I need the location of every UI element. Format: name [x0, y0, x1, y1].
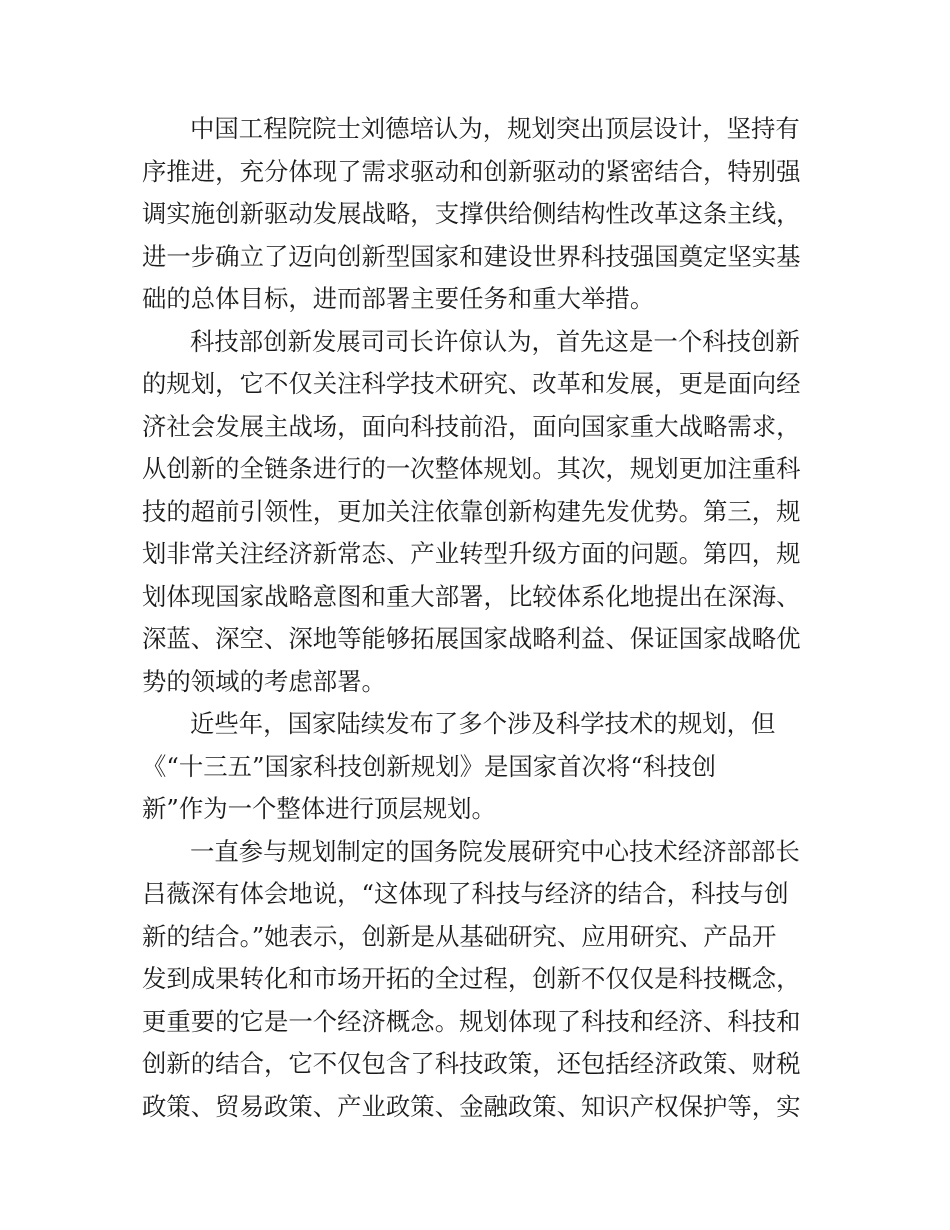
document-body	[142, 108, 814, 1128]
text-line: 础的总体目标，进而部署主要任务和重大举措。	[142, 284, 655, 313]
text-line: 进一步确立了迈向创新型国家和建设世界科技强国奠定坚实基	[142, 241, 801, 271]
text-line: 一直参与规划制定的国务院发展研究中心技术经济部部长	[190, 836, 800, 866]
text-line: 《“十三五”国家科技创新规划》是国家首次将“科技创	[142, 751, 717, 781]
paragraph-1	[142, 108, 814, 321]
text-line: 吕薇深有体会地说，“这体现了科技与经济的结合，科技与创	[142, 879, 789, 908]
text-line: 近些年，国家陆续发布了多个涉及科学技术的规划，但	[190, 709, 776, 738]
text-line: 的规划，它不仅关注科学技术研究、改革和发展，更是面向经	[142, 369, 801, 398]
text-line: 调实施创新驱动发展战略，支撑供给侧结构性改革这条主线，	[142, 199, 801, 228]
text-line: 新”作为一个整体进行顶层规划。	[142, 794, 496, 823]
text-line: 创新的结合，它不仅包含了科技政策，还包括经济政策、财税	[142, 1049, 801, 1078]
text-line: 技的超前引领性，更加关注依靠创新构建先发优势。第三，规	[142, 496, 801, 526]
text-line: 发到成果转化和市场开拓的全过程，创新不仅仅是科技概念，	[142, 964, 801, 993]
text-line: 科技部创新发展司司长许倞认为，首先这是一个科技创新	[190, 326, 800, 356]
text-line: 政策、贸易政策、产业政策、金融政策、知识产权保护等，实	[142, 1091, 801, 1121]
paragraph-3	[142, 703, 814, 831]
paragraph-4	[142, 831, 814, 1129]
text-line: 深蓝、深空、深地等能够拓展国家战略利益、保证国家战略优	[142, 624, 801, 653]
paragraph-2	[142, 321, 814, 704]
text-line: 划非常关注经济新常态、产业转型升级方面的问题。第四，规	[142, 539, 801, 568]
text-line: 中国工程院院士刘德培认为，规划突出顶层设计，坚持有	[190, 114, 800, 143]
text-line: 序推进，充分体现了需求驱动和创新驱动的紧密结合，特别强	[142, 156, 801, 186]
text-line: 从创新的全链条进行的一次整体规划。其次，规划更加注重科	[142, 454, 801, 483]
text-line: 济社会发展主战场，面向科技前沿，面向国家重大战略需求，	[142, 411, 801, 441]
text-line: 势的领域的考虑部署。	[142, 666, 386, 696]
text-line: 更重要的它是一个经济概念。规划体现了科技和经济、科技和	[142, 1006, 801, 1036]
text-line: 新的结合。”她表示，创新是从基础研究、应用研究、产品开	[142, 921, 777, 951]
text-line: 划体现国家战略意图和重大部署，比较体系化地提出在深海、	[142, 581, 801, 611]
